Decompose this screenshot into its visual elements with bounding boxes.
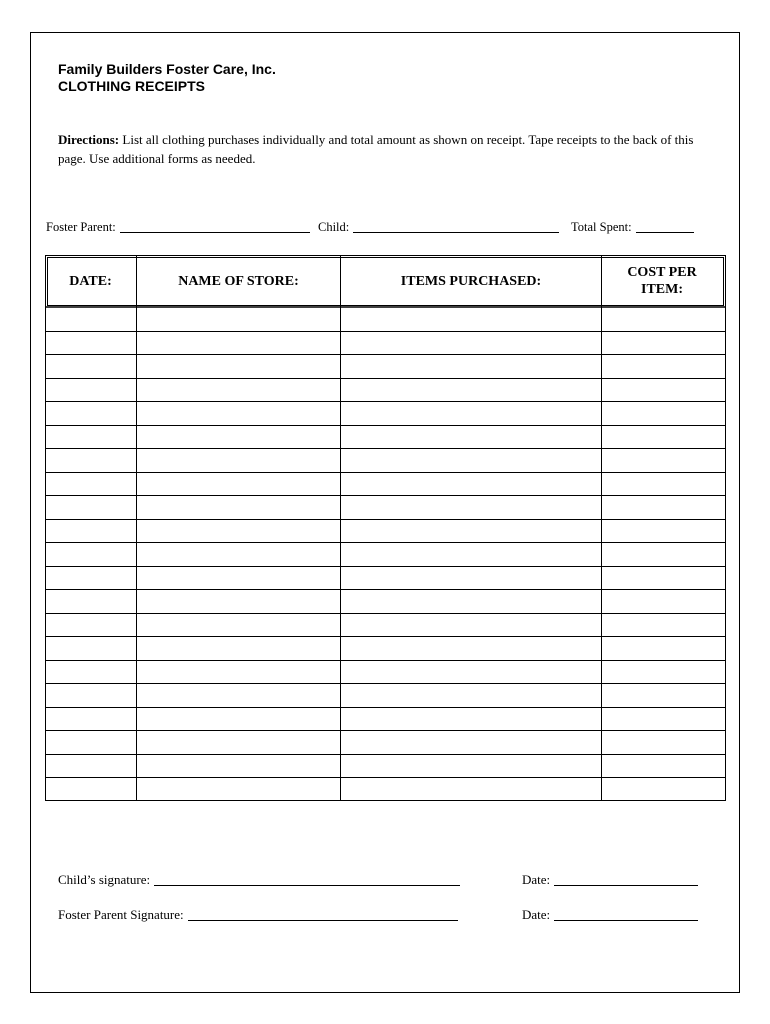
child-signature-date-label: Date: <box>522 872 551 887</box>
column-header-store: NAME OF STORE: <box>178 273 299 289</box>
foster-parent-signature-label: Foster Parent Signature: <box>58 907 184 922</box>
child-signature-date-input[interactable] <box>554 884 698 886</box>
child-input[interactable] <box>353 231 559 233</box>
foster-parent-label: Foster Parent: <box>46 220 116 234</box>
foster-parent-signature-input[interactable] <box>188 919 458 921</box>
directions-label: Directions: <box>58 132 120 147</box>
total-spent-label: Total Spent: <box>571 220 632 234</box>
foster-parent-signature-date-field <box>522 907 698 923</box>
receipts-table <box>45 255 726 801</box>
organization-name: Family Builders Foster Care, Inc. <box>58 61 276 77</box>
total-spent-input[interactable] <box>636 231 694 233</box>
form-title: CLOTHING RECEIPTS <box>58 78 206 94</box>
column-header-cost: COST PER ITEM: <box>627 265 697 297</box>
child-label: Child: <box>318 220 350 234</box>
directions-text: List all clothing purchases individually and total amount as shown on receipt. Tape receipts to the back of this page. Use additional forms as needed. <box>58 132 694 166</box>
child-signature-input[interactable] <box>154 884 460 886</box>
table-grid <box>45 255 726 801</box>
directions <box>58 130 708 168</box>
foster-parent-signature-field <box>58 907 458 923</box>
foster-parent-signature-date-label: Date: <box>522 907 551 922</box>
child-signature-label: Child’s signature: <box>58 872 151 887</box>
child-signature-field <box>58 872 460 888</box>
total-spent-field <box>571 220 694 235</box>
foster-parent-field <box>46 220 310 235</box>
column-header-items: ITEMS PURCHASED: <box>400 273 542 289</box>
child-field <box>318 220 559 235</box>
foster-parent-signature-date-input[interactable] <box>554 919 698 921</box>
child-signature-date-field <box>522 872 698 888</box>
column-header-date: DATE: <box>69 273 112 289</box>
foster-parent-input[interactable] <box>120 231 310 233</box>
